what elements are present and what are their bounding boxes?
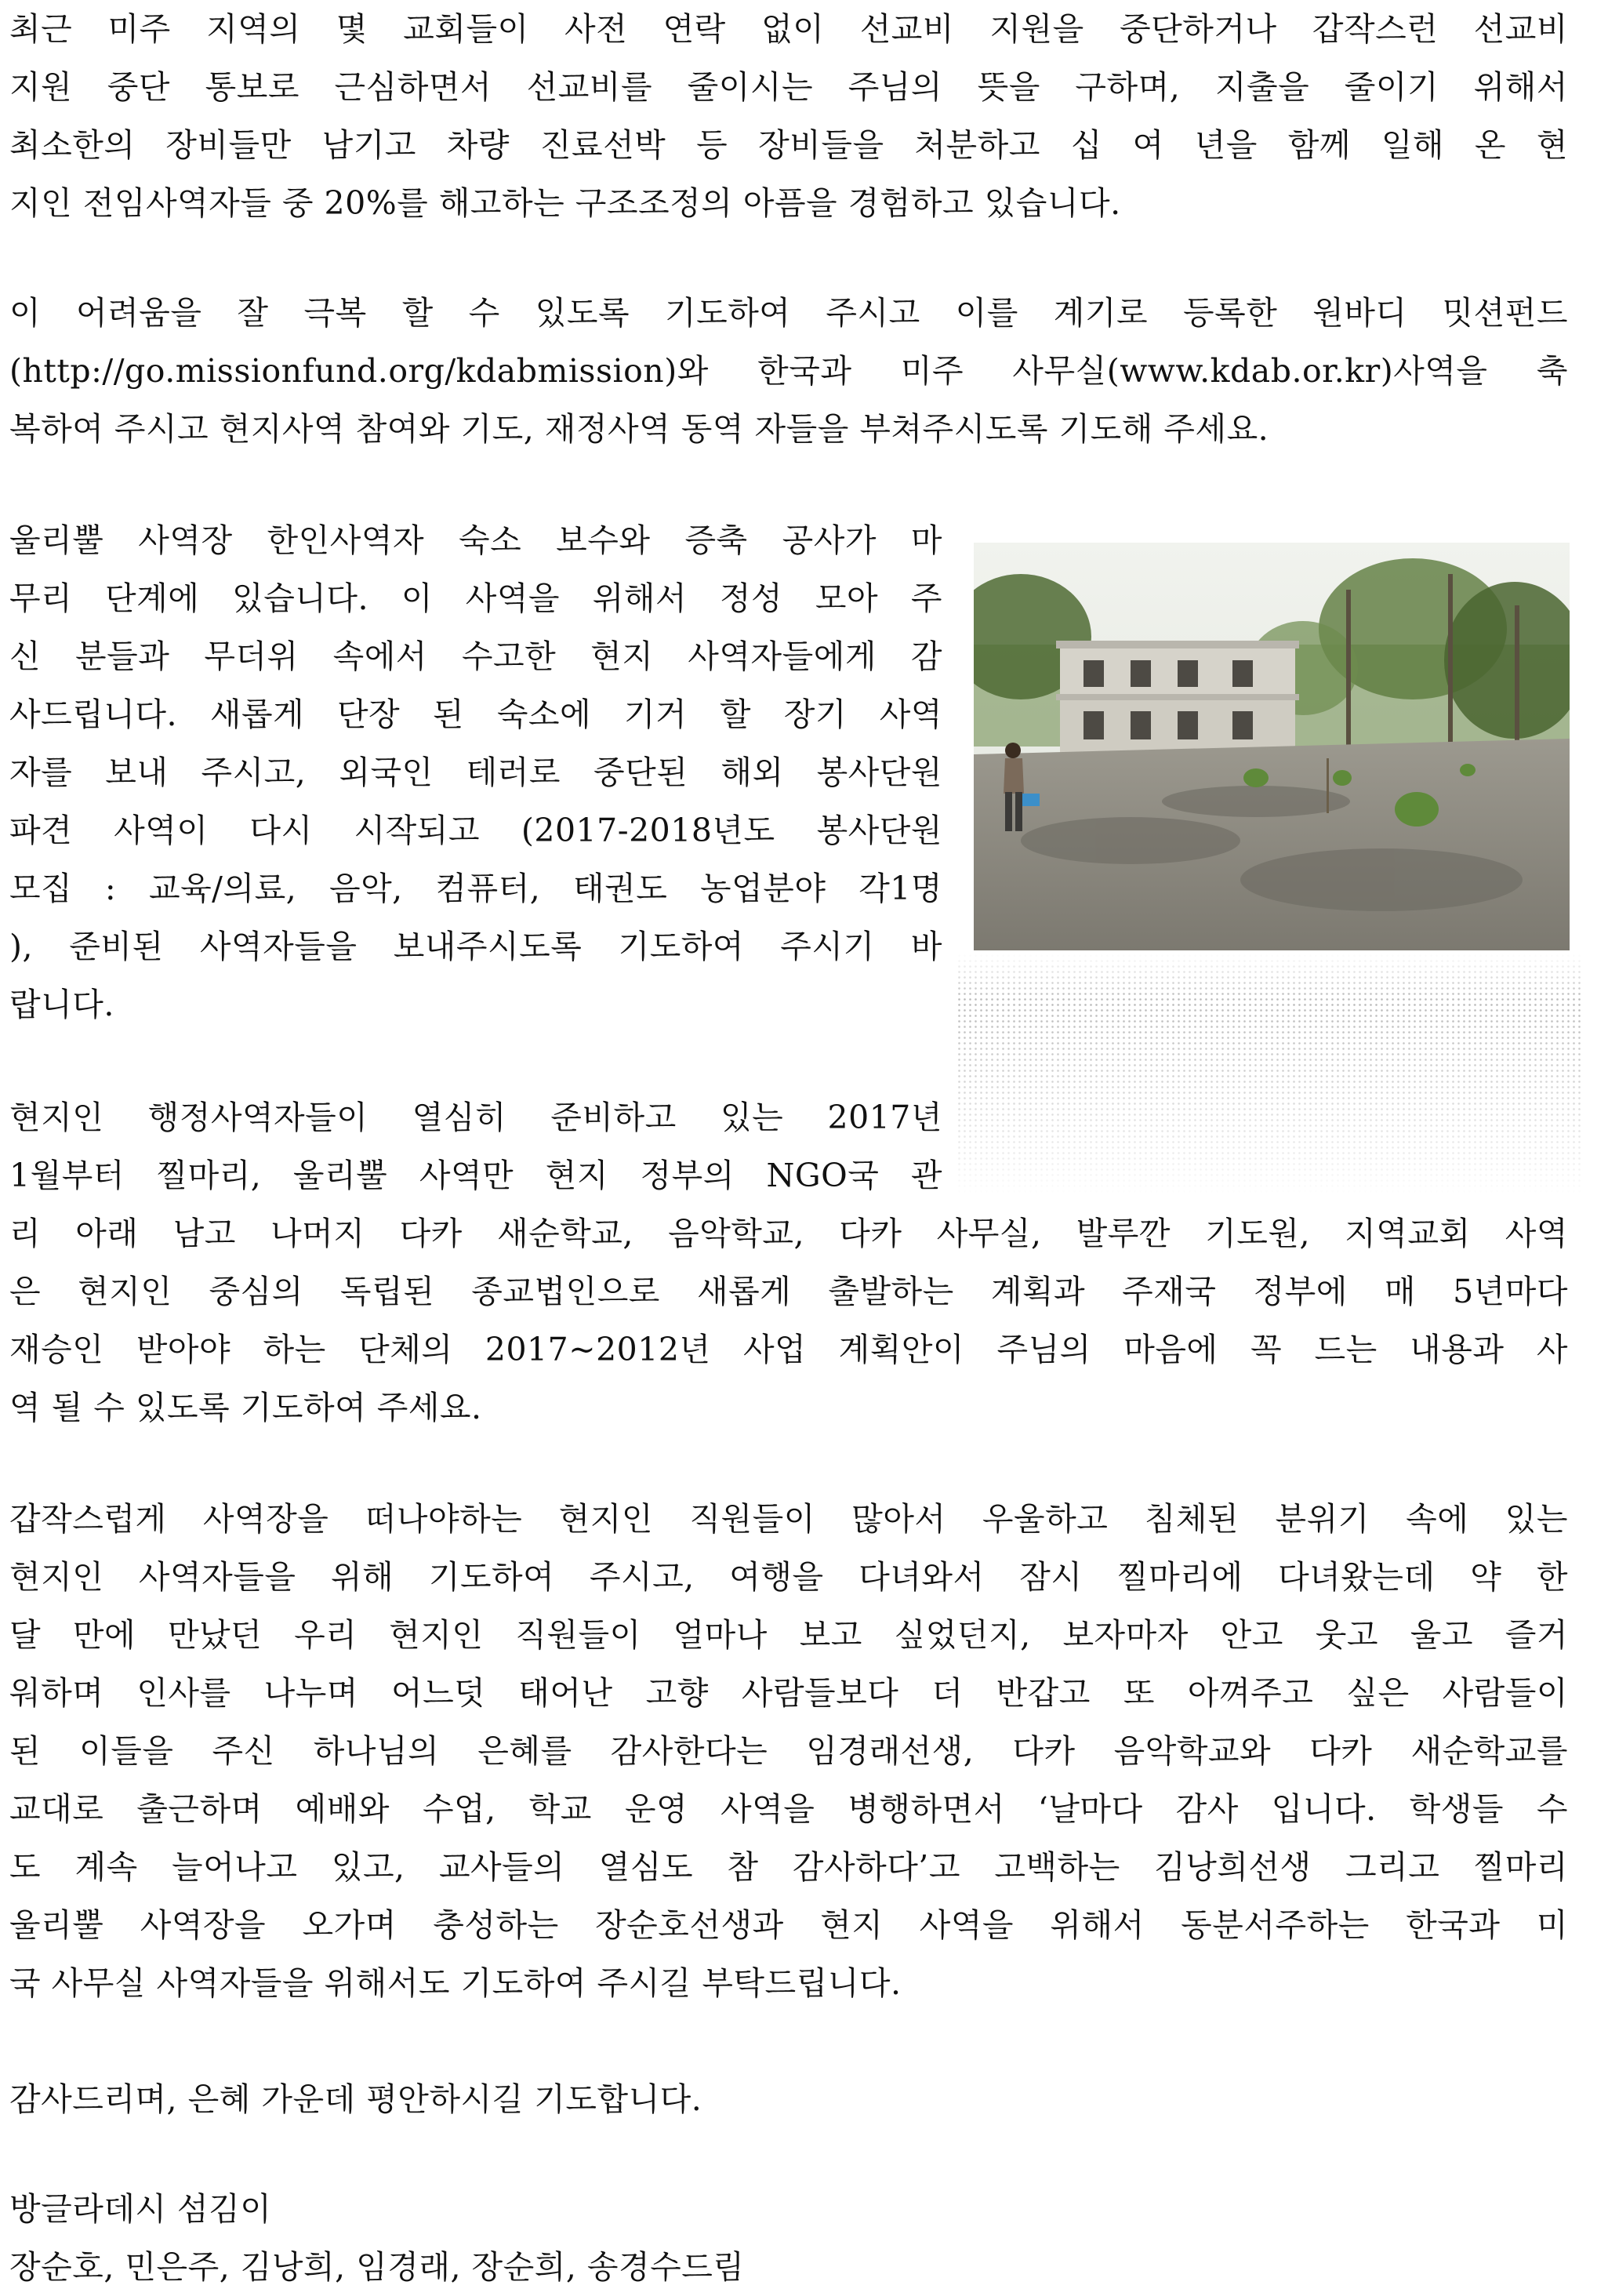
paragraph-3 xyxy=(9,511,942,1034)
closing-line xyxy=(9,2070,1568,2128)
text-line: 1월부터 찔마리, 울리뿔 사역만 현지 정부의 NGO국 관 xyxy=(9,1157,942,1194)
text-line: 리 아래 남고 나머지 다카 새순학교, 음악학교, 다카 사무실, 발루깐 기도원, 지역교회 사역 xyxy=(9,1215,1568,1252)
signature-names: 장순호, 민은주, 김낭희, 임경래, 장순희, 송경수드림 xyxy=(9,2248,745,2286)
paragraph-2 xyxy=(9,284,1568,458)
text-line: 은 현지인 중심의 독립된 종교법인으로 새롭게 출발하는 계획과 주재국 정부에 매 5년마다 xyxy=(9,1273,1568,1310)
text-line: 달 만에 만났던 우리 현지인 직원들이 얼마나 보고 싶었던지, 보자마자 안고 웃고 울고 즐거 xyxy=(9,1616,1568,1654)
letter-page xyxy=(9,0,1568,2295)
text-line: 이 어려움을 잘 극복 할 수 있도록 기도하여 주시고 이를 계기로 등록한 원바디 밋션펀드 xyxy=(9,294,1568,332)
text-line: 자를 보내 주시고, 외국인 테러로 중단된 해외 봉사단원 xyxy=(9,754,942,791)
text-line: 국 사무실 사역자들을 위해서도 기도하여 주시길 부탁드립니다. xyxy=(9,1964,902,2002)
text-line: 최근 미주 지역의 몇 교회들이 사전 연락 없이 선교비 지원을 중단하거나 갑작스런 선교비 xyxy=(9,10,1568,48)
text-line: 워하며 인사를 나누며 어느덧 태어난 고향 사람들보다 더 반갑고 또 아껴주고 싶은 사람들이 xyxy=(9,1674,1568,1712)
photo-dither-pattern xyxy=(956,530,1584,1197)
text-line: 현지인 행정사역자들이 열심히 준비하고 있는 2017년 xyxy=(9,1099,942,1136)
text-line: 울리뿔 사역장 한인사역자 숙소 보수와 증축 공사가 마 xyxy=(9,521,942,559)
signature-block xyxy=(9,2180,1568,2296)
text-line: 랍니다. xyxy=(9,986,114,1023)
text-line: 무리 단계에 있습니다. 이 사역을 위해서 정성 모아 주 xyxy=(9,579,942,617)
text-line: 지인 전임사역자들 중 20%를 해고하는 구조조정의 아픔을 경험하고 있습니다. xyxy=(9,184,1121,222)
text-line: 갑작스럽게 사역장을 떠나야하는 현지인 직원들이 많아서 우울하고 침체된 분위기 속에 있는 xyxy=(9,1500,1568,1538)
text-line: 지원 중단 통보로 근심하면서 선교비를 줄이시는 주님의 뜻을 구하며, 지출을 줄이기 위해서 xyxy=(9,68,1568,106)
paragraph-1 xyxy=(9,0,1568,232)
text-line: 현지인 사역자들을 위해 기도하여 주시고, 여행을 다녀와서 잠시 찔마리에 다녀왔는데 약 한 xyxy=(9,1558,1568,1596)
text-line: 울리뿔 사역장을 오가며 충성하는 장순호선생과 현지 사역을 위해서 동분서주하는 한국과 미 xyxy=(9,1906,1568,1944)
signature-org: 방글라데시 섬김이 xyxy=(9,2190,272,2228)
text-line: 모집 : 교육/의료, 음악, 컴퓨터, 태권도 농업분야 각1명 xyxy=(9,870,942,907)
text-line: 된 이들을 주신 하나님의 은혜를 감사한다는 임경래선생, 다카 음악학교와 다카 새순학교를 xyxy=(9,1732,1568,1770)
text-line: 교대로 출근하며 예배와 수업, 학교 운영 사역을 병행하면서 ‘날마다 감사 입니다. 학생들 수 xyxy=(9,1790,1568,1828)
text-line: 재승인 받아야 하는 단체의 2017~2012년 사업 계획안이 주님의 마음에 꼭 드는 내용과 사 xyxy=(9,1331,1568,1368)
text-line: 복하여 주시고 현지사역 참여와 기도, 재정사역 동역 자들을 부쳐주시도록 기도해 주세요. xyxy=(9,410,1269,448)
text-line: 역 될 수 있도록 기도하여 주세요. xyxy=(9,1389,482,1426)
text-line: 신 분들과 무더위 속에서 수고한 현지 사역자들에게 감 xyxy=(9,638,942,675)
text-line: ), 준비된 사역자들을 보내주시도록 기도하여 주시기 바 xyxy=(9,928,942,965)
photo-block xyxy=(956,530,1584,1197)
paragraph-5 xyxy=(9,1490,1568,2012)
text-line: 도 계속 늘어나고 있고, 교사들의 열심도 참 감사하다’고 고백하는 김낭희선생 그리고 찔마리 xyxy=(9,1848,1568,1886)
text-line: 파견 사역이 다시 시작되고 (2017-2018년도 봉사단원 xyxy=(9,812,942,849)
closing-text: 감사드리며, 은혜 가운데 평안하시길 기도합니다. xyxy=(9,2080,702,2118)
paragraph-4-top xyxy=(9,1088,942,1204)
text-line: 최소한의 장비들만 남기고 차량 진료선박 등 장비들을 처분하고 십 여 년을 함께 일해 온 현 xyxy=(9,126,1568,164)
text-line: (http://go.missionfund.org/kdabmission)와 한국과 미주 사무실(www.kdab.or.kr)사역을 축 xyxy=(9,352,1568,390)
text-line: 사드립니다. 새롭게 단장 된 숙소에 기거 할 장기 사역 xyxy=(9,696,942,733)
